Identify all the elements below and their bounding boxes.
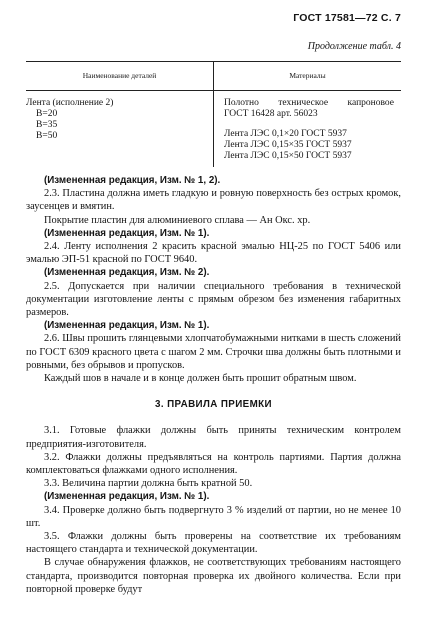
paragraph: 3.5. Флажки должны быть проверены на соответствие их требованиям настоящего стандарта и технической документации.	[26, 531, 401, 556]
column-header-parts: Наименование деталей	[82, 71, 157, 80]
column-divider	[213, 91, 214, 167]
document-body	[26, 174, 401, 596]
revision-note: (Измененная редакция, Изм. № 1).	[44, 320, 210, 332]
part-cell: Лента (исполнение 2)	[26, 98, 114, 108]
paragraph: 2.3. Пластина должна иметь гладкую и ровную поверхность без острых кромок, заусенцев и вмятин.	[26, 188, 401, 213]
material-cell: Полотно техническое капроновое	[224, 98, 394, 108]
materials-table	[26, 61, 401, 167]
material-cell: ГОСТ 16428 арт. 56023	[224, 109, 318, 119]
revision-note: (Измененная редакция, Изм. № 1).	[44, 227, 210, 239]
paragraph: 2.6. Швы прошить глянцевыми хлопчатобумажными нитками в шесть сложений по ГОСТ 6309 красного цвета с шагом 2 мм. Строчки шва должны быть плотными и ровными, без обрывов и пропусков.	[26, 333, 401, 371]
part-cell: B=20	[36, 109, 58, 119]
revision-note: (Измененная редакция, Изм. № 1, 2).	[44, 175, 221, 186]
paragraph: 3.2. Флажки должны предъявляться на контроль партиями. Партия должна комплектоваться флажками одного исполнения.	[26, 451, 401, 477]
paragraph: В случае обнаружения флажков, не соответствующих требованиям настоящего стандарта, производится повторная проверка их двойного количества. Если при повторной проверке будут	[26, 557, 401, 595]
paragraph: 2.4. Ленту исполнения 2 красить красной эмалью НЦ-25 по ГОСТ 5406 или эмалью ЭП-51 красной по ГОСТ 9640.	[26, 241, 401, 266]
column-header-materials: Материалы	[289, 71, 326, 80]
paragraph: 2.5. Допускается при наличии специального требования в технической документации изготовление ленты с прямым обрезом без изменения габаритных размеров.	[26, 280, 401, 319]
material-cell: Лента ЛЭС 0,15×50 ГОСТ 5937	[224, 151, 352, 161]
paragraph: 3.4. Проверке должно быть подвергнуто 3 % изделий от партии, но не менее 10 шт.	[26, 504, 401, 529]
table-body	[26, 91, 401, 167]
table-continuation-label: Продолжение табл. 4	[307, 41, 401, 52]
paragraph: 3.3. Величина партии должна быть кратной 50.	[44, 478, 253, 490]
material-cell: Лента ЛЭС 0,15×35 ГОСТ 5937	[224, 140, 352, 150]
paragraph: 3.1. Готовые флажки должны быть приняты техническим контролем предприятия-изготовителя.	[26, 425, 401, 450]
table-header	[26, 62, 401, 91]
section-title: 3. ПРАВИЛА ПРИЕМКИ	[154, 399, 272, 411]
part-cell: B=35	[36, 120, 58, 130]
revision-note: (Измененная редакция, Изм. № 1).	[44, 491, 210, 503]
revision-note: (Измененная редакция, Изм. № 2).	[44, 267, 210, 279]
paragraph: Каждый шов в начале и в конце должен быть прошит обратным швом.	[44, 373, 357, 385]
paragraph: Покрытие пластин для алюминиевого сплава — Ан Окс. хр.	[44, 214, 311, 226]
standard-number: ГОСТ 17581—72 С. 7	[293, 12, 401, 24]
material-cell: Лента ЛЭС 0,1×20 ГОСТ 5937	[224, 129, 347, 139]
part-cell: B=50	[36, 131, 58, 141]
